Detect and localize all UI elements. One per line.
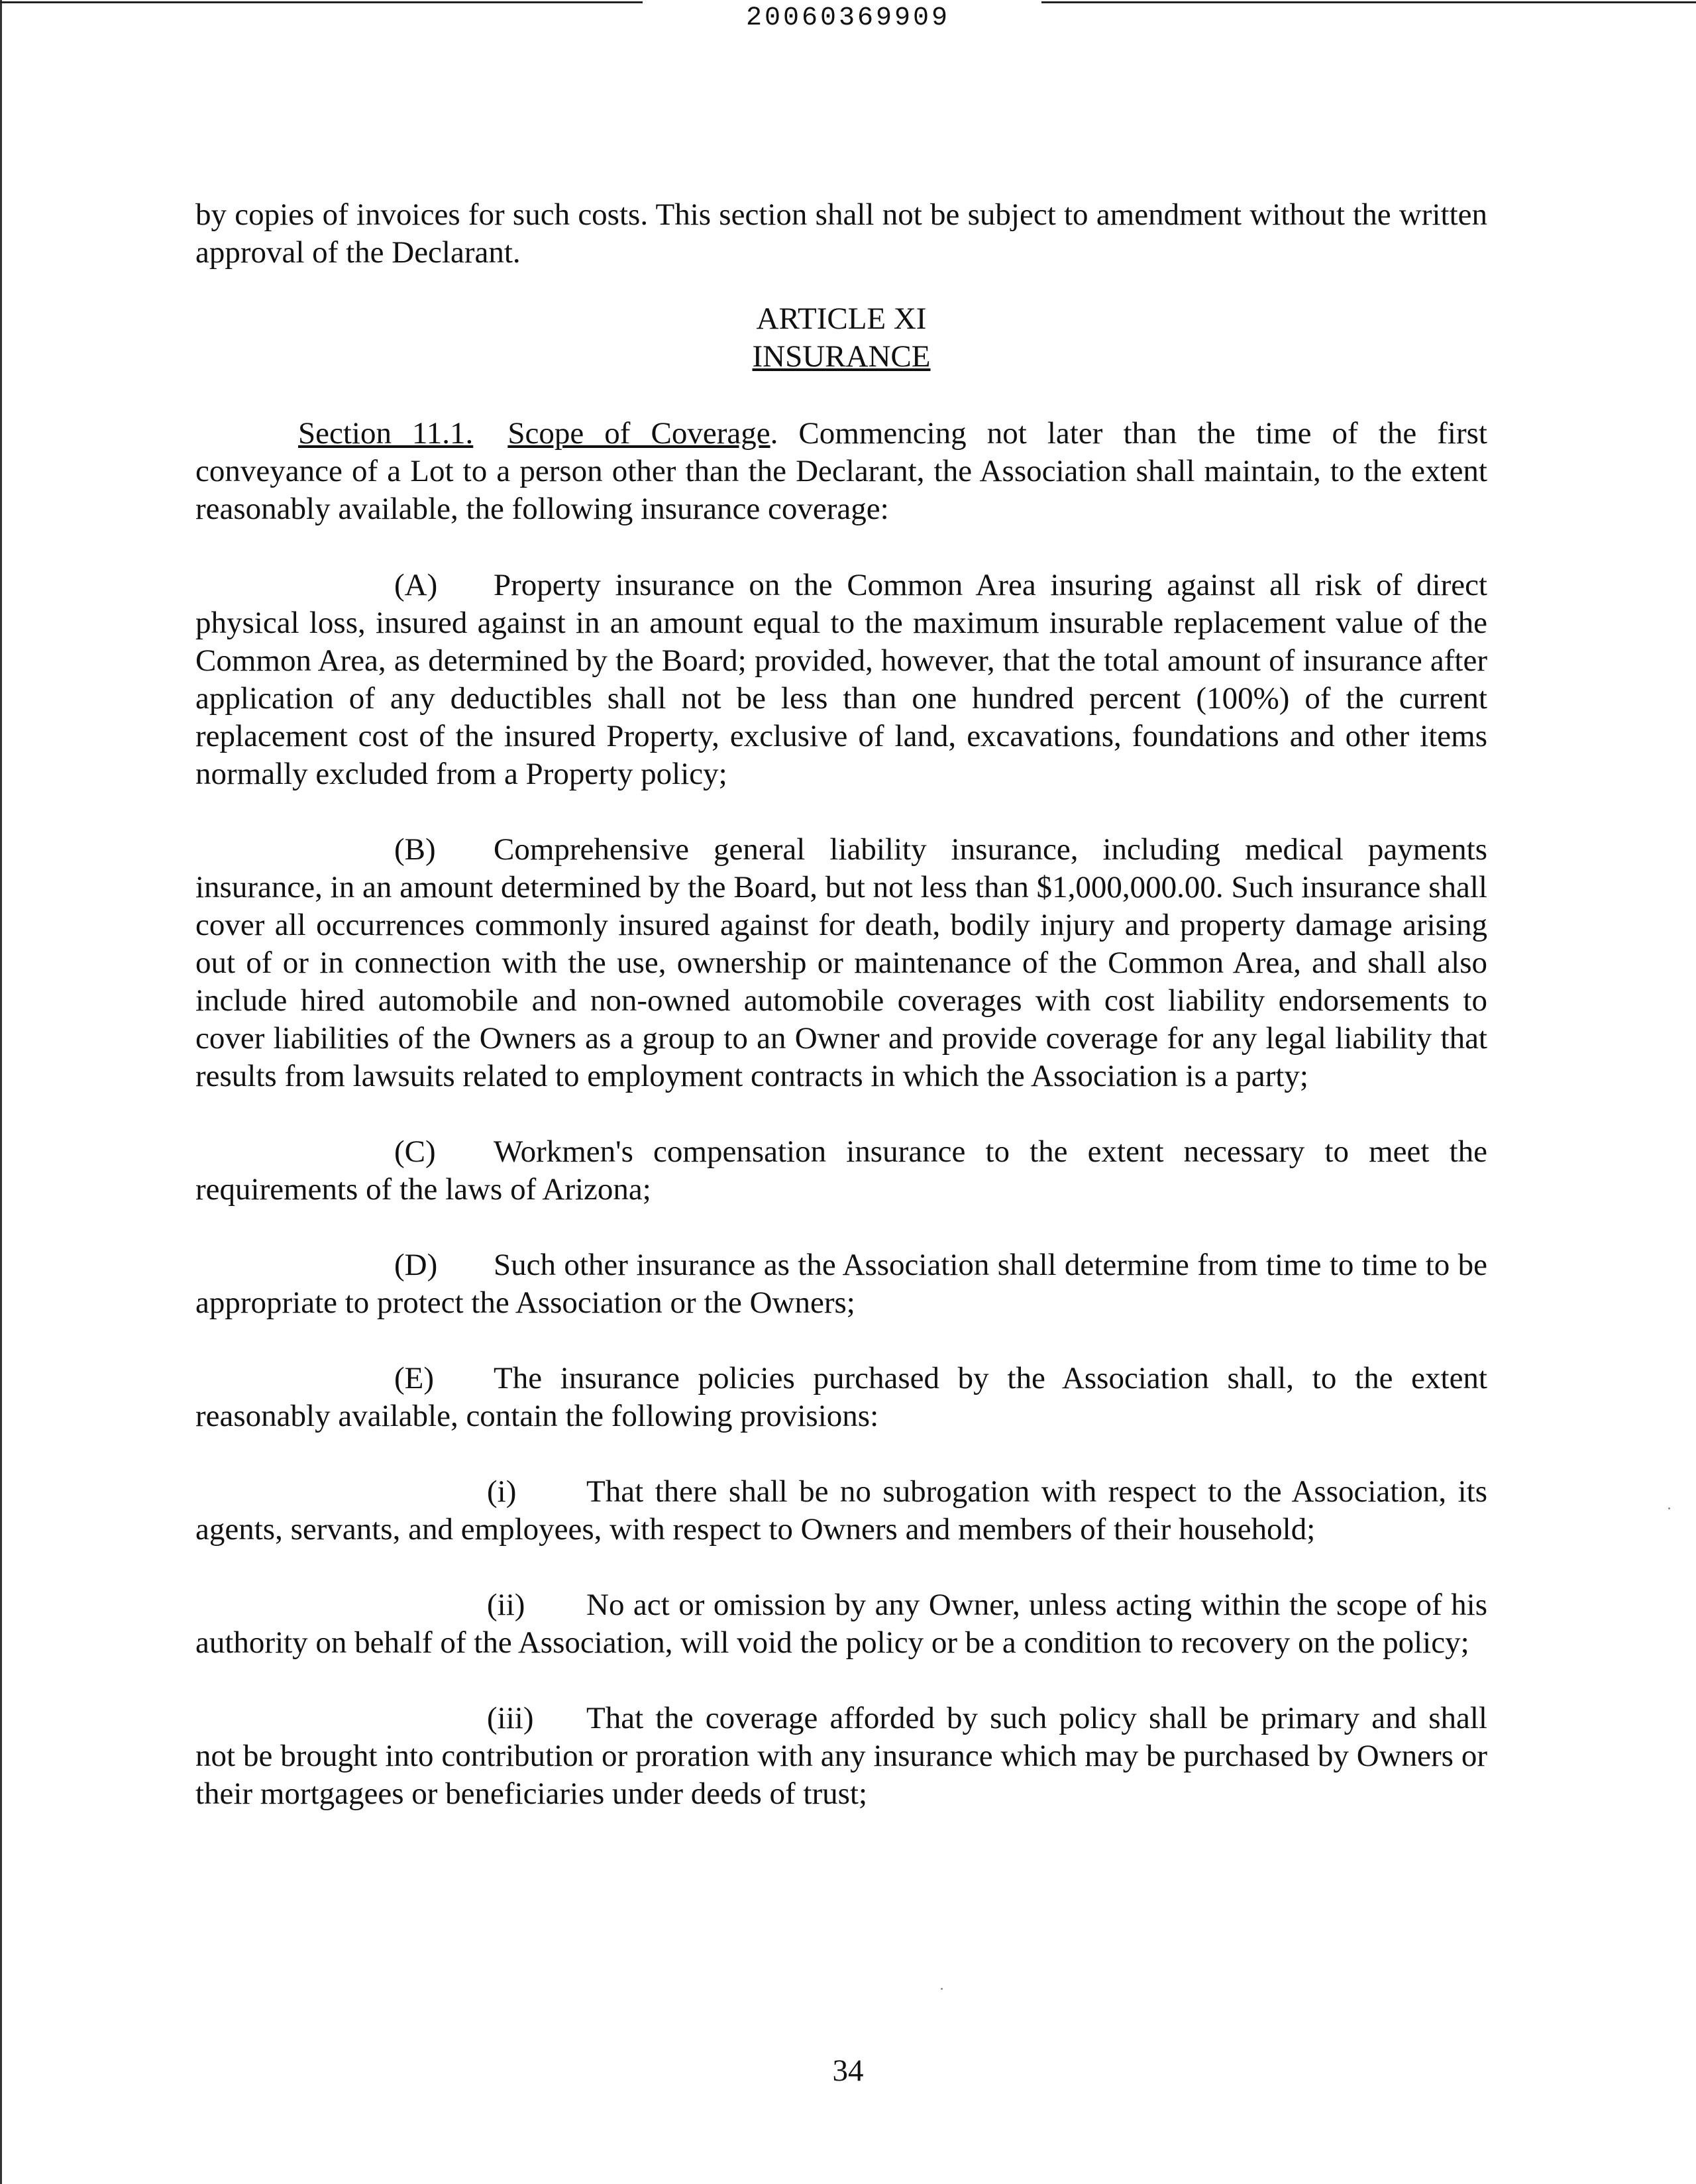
provision-item-i xyxy=(195,1473,1487,1549)
subitem-label: (i) xyxy=(487,1474,517,1509)
document-number: 20060369909 xyxy=(745,3,951,33)
item-text: Comprehensive general liability insurance, including medical payments insurance, in an amount determined by the Board, but not less than $1,000,000.00. Such insurance shall cover all occurrences commonly insured against for death, bodily injury and property damage arising out of or in connection with the use, ownership or maintenance of the Common Area, and shall also include hired automobile and non-owned automobile coverages with cost liability endorsements to cover liabilities of the Owners as a group to an Owner and provide coverage for any legal liability that results from lawsuits related to employment contracts in which the Association is a party; xyxy=(195,832,1487,1093)
item-label: (C) xyxy=(394,1134,436,1169)
subitem-label: (ii) xyxy=(487,1588,525,1622)
section-number: Section 11.1. xyxy=(298,416,474,451)
article-title: ARTICLE XI xyxy=(756,301,927,336)
section-text: . Commencing not later than the time of the first conveyance of a Lot to a person other than the Declarant, the Association shall maintain, to the extent reasonably available, the following insurance coverage: xyxy=(195,416,1487,526)
coverage-item-d xyxy=(195,1246,1487,1322)
scan-speck xyxy=(1668,1507,1670,1509)
subitem-text: No act or omission by any Owner, unless acting within the scope of his authority on behalf of the Association, will void the policy or be a condition to recovery on the policy; xyxy=(195,1588,1487,1660)
item-text: Such other insurance as the Association shall determine from time to time to be appropriate to protect the Association or the Owners; xyxy=(195,1248,1487,1320)
item-label: (D) xyxy=(394,1248,438,1282)
subitem-text: That the coverage afforded by such policy shall be primary and shall not be brought into contribution or proration with any insurance which may be purchased by Owners or their mortgagees or beneficiaries under deeds of trust; xyxy=(195,1701,1487,1811)
coverage-item-c xyxy=(195,1133,1487,1209)
page-number: 34 xyxy=(832,2053,864,2088)
coverage-item-a xyxy=(195,567,1487,793)
item-label: (E) xyxy=(394,1361,435,1395)
item-text: The insurance policies purchased by the Association shall, to the extent reasonably available, contain the following provisions: xyxy=(195,1361,1487,1433)
item-text: Workmen's compensation insurance to the extent necessary to meet the requirements of the laws of Arizona; xyxy=(195,1134,1487,1207)
page-left-edge xyxy=(0,0,2,2184)
section-heading: Scope of Coverage xyxy=(507,416,770,451)
coverage-item-b xyxy=(195,831,1487,1095)
coverage-item-e xyxy=(195,1360,1487,1435)
page-body xyxy=(195,196,1487,1851)
item-text: Property insurance on the Common Area insuring against all risk of direct physical loss, insured against in an amount equal to the maximum insurable replacement value of the Common Area, as determined by the Board; provided, however, that the total amount of insurance after application of any deductibles shall not be less than one hundred percent (100%) of the current replacement cost of the insured Property, exclusive of land, excavations, foundations and other items normally excluded from a Property policy; xyxy=(195,568,1487,791)
section-paragraph xyxy=(195,415,1487,528)
provision-item-ii xyxy=(195,1586,1487,1662)
provision-item-iii xyxy=(195,1700,1487,1813)
article-subtitle: INSURANCE xyxy=(752,339,931,374)
subitem-label: (iii) xyxy=(487,1701,534,1735)
item-label: (B) xyxy=(394,832,436,867)
subitem-text: That there shall be no subrogation with respect to the Association, its agents, servants, and employees, with respect to Owners and members of their household; xyxy=(195,1474,1487,1547)
item-label: (A) xyxy=(394,568,438,602)
intro-paragraph: by copies of invoices for such costs. This section shall not be subject to amendment without the written approval of the Declarant. xyxy=(195,197,1487,270)
scan-speck xyxy=(941,1988,943,1990)
